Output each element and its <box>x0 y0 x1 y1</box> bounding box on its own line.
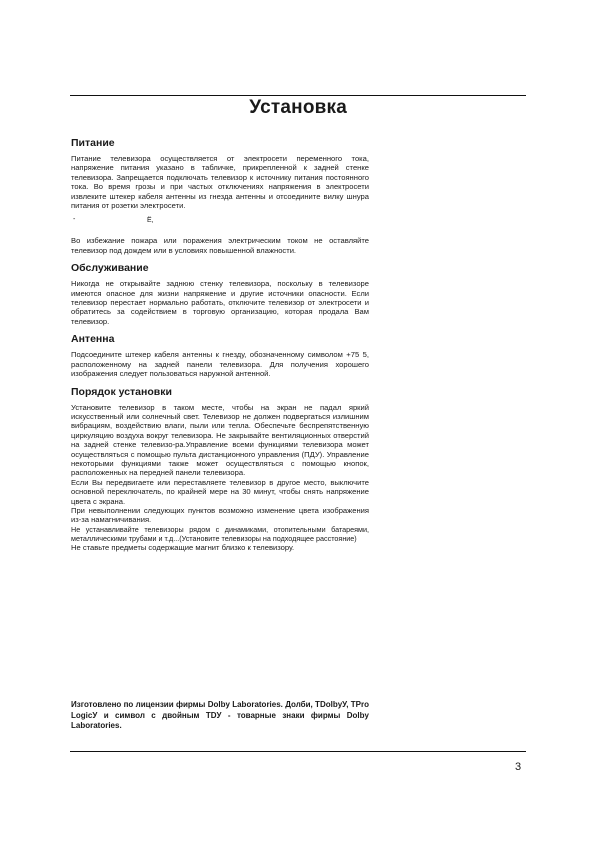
installation-paragraph: При невыполнении следующих пунктов возможно изменение цвета изображения из-за намагничивания. <box>71 505 369 525</box>
page-title: Установка <box>249 97 347 118</box>
dolby-notice: Изготовлено по лицензии фирмы Dolby Laboratories. Долби, TDolbyУ, TPro LogicУ и символ с двойным TDУ - товарные знаки фирмы Dolby Laboratories. <box>71 700 369 730</box>
section-service <box>71 262 369 326</box>
installation-paragraph: Не устанавливайте телевизоры рядом с динамиками, отопительными батареями, металлическими трубами и т.д...(Установите телевизоры на подходящее расстояние) <box>71 524 369 543</box>
section-installation <box>71 386 369 553</box>
installation-paragraph: Не ставьте предметы содержащие магнит близко к телевизору. <box>71 542 295 552</box>
power-text: Питание телевизора осуществляется от электросети переменного тока, напряжение питания указано в табличке, прикрепленной к задней стенке телевизора. Запрещается подключать телевизор к источнику питания постоянного тока. Во время грозы и при частых отключениях напряжения в электросети извлеките штекер кабеля антенны из гнезда антенны и отсоедините вилку шнура питания от розетки электросети. <box>71 154 369 211</box>
power-marks <box>71 216 369 236</box>
installation-paragraph: Если Вы передвигаете или переставляете телевизор в другое место, выключите основной переключатель, по крайней мере на 30 минут, чтобы снять напряжение цвета с экрана. <box>71 477 369 506</box>
section-power <box>71 137 369 255</box>
service-text: Никогда не открывайте заднюю стенку телевизора, поскольку в телевизоре имеются опасное для жизни напряжение и другие источники опасности. Если телевизор перестает нормально работать, отключите телевизор от электросети и обратитесь за содействием в торговую организацию, которая продала Вам телевизор. <box>71 279 369 326</box>
bottom-rule <box>70 751 526 752</box>
stray-mark: Ё, <box>147 217 154 225</box>
stray-mark: - <box>73 216 76 224</box>
section-heading-installation: Порядок установки <box>71 385 172 398</box>
installation-paragraph: Установите телевизор в таком месте, чтобы на экран не падал яркий искусственный или солнечный свет. Телевизор не должен подвергаться излишним вибрациям, воздействию влаги, пыли или тепла. Обеспечьте беспрепятственную циркуляцию воздуха вокруг телевизора. Не закрывайте вентиляционных отверстий на задней стенке телевизо-ра.Управление всеми функциями телевизора может осуществляться с помощью пульта дистанционного управления (ПДУ). Управление некоторыми функциями также может осуществляться с помощью кнопок, расположенных на передней панели телевизора. <box>71 402 369 478</box>
page-content <box>71 137 369 559</box>
power-warning: Во избежание пожара или поражения электрическим током не оставляйте телевизор под дождем или в условиях повышенной влажности. <box>71 236 369 255</box>
top-rule <box>70 95 526 96</box>
section-heading-power: Питание <box>71 137 115 149</box>
page-number: 3 <box>515 761 522 773</box>
section-heading-service: Обслуживание <box>71 262 149 275</box>
antenna-text: Подсоедините штекер кабеля антенны к гнезду, обозначенному символом +75 5, расположенному на задней панели телевизора. Для получения хорошего изображения следует пользоваться наружной антенной. <box>71 350 369 379</box>
section-heading-antenna: Антенна <box>71 333 115 346</box>
section-antenna <box>71 333 369 378</box>
